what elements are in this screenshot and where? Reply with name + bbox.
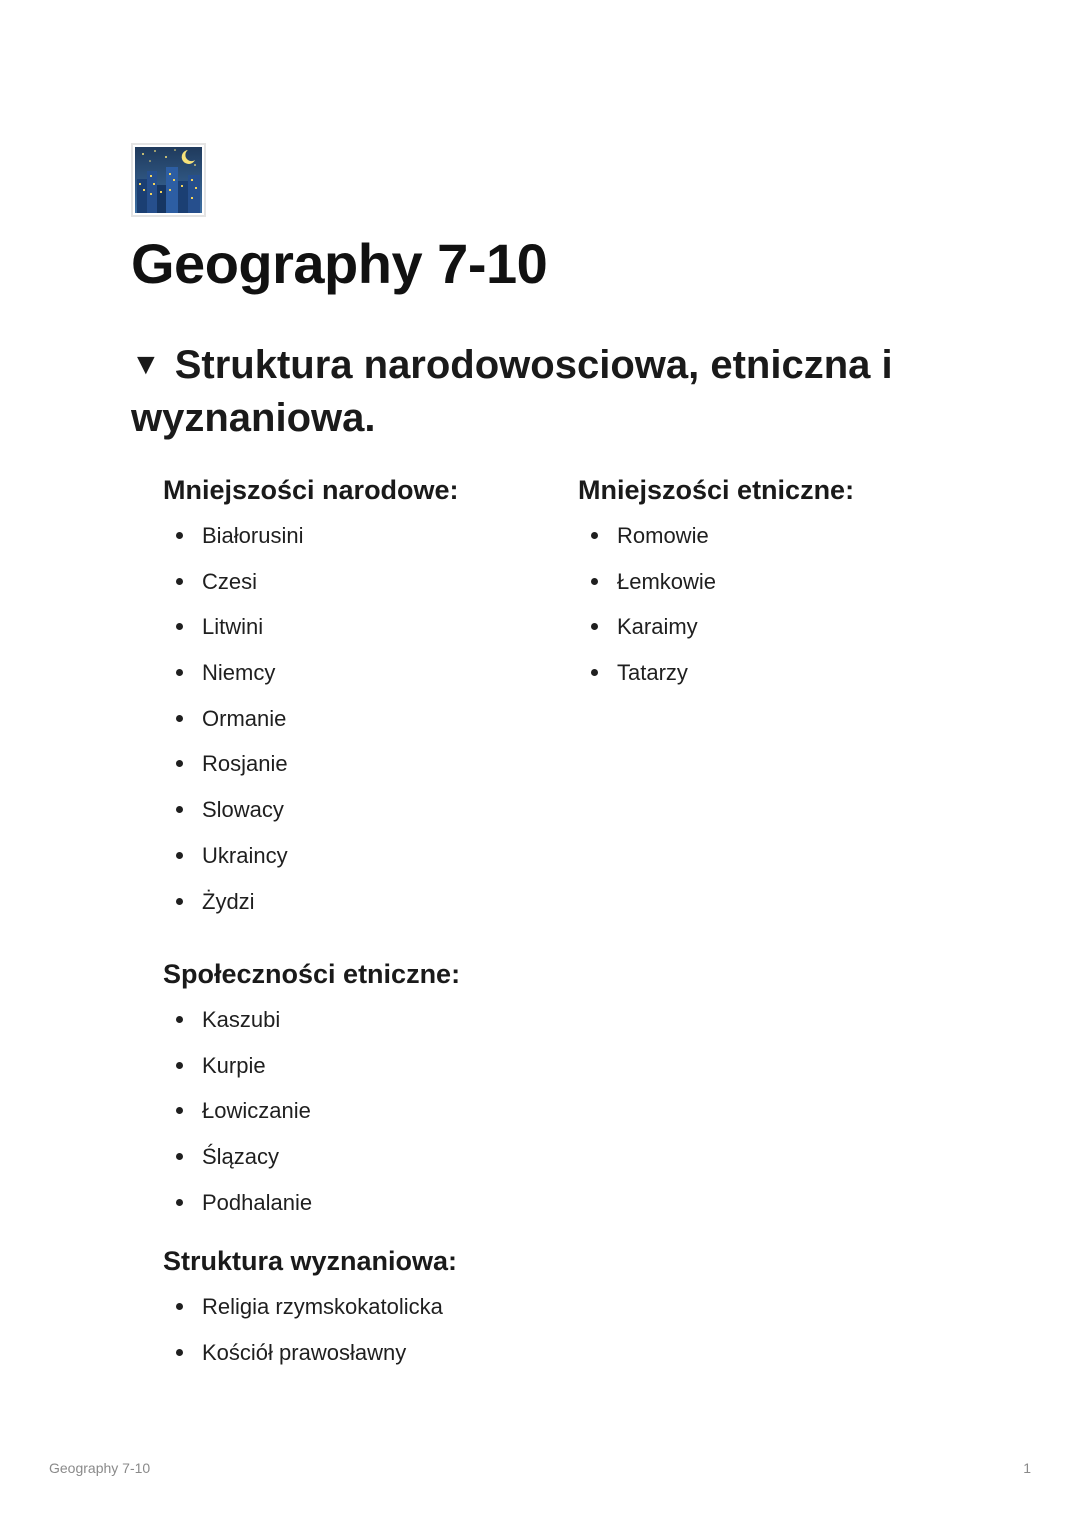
- list-item: Tatarzy: [578, 650, 854, 696]
- list-item: Białorusini: [163, 513, 459, 559]
- bullet-icon: [176, 532, 183, 539]
- bullet-list: [163, 513, 459, 924]
- bullet-icon: [591, 623, 598, 630]
- page-title: Geography 7-10: [131, 232, 548, 295]
- list-item: Religia rzymskokatolicka: [163, 1284, 457, 1330]
- bullet-icon: [176, 806, 183, 813]
- list-item: Łemkowie: [578, 559, 854, 605]
- bullet-icon: [176, 760, 183, 767]
- bullet-icon: [176, 1062, 183, 1069]
- list-item: Litwini: [163, 604, 459, 650]
- bullet-icon: [591, 669, 598, 676]
- list-item: Kościół prawosławny: [163, 1330, 457, 1376]
- list-item: Karaimy: [578, 604, 854, 650]
- bullet-icon: [176, 1199, 183, 1206]
- page-number: 1: [1023, 1460, 1031, 1476]
- list-item: Niemcy: [163, 650, 459, 696]
- list-item: Ukraincy: [163, 833, 459, 879]
- section-heading: Mniejszości narodowe:: [163, 475, 459, 505]
- bullet-icon: [591, 532, 598, 539]
- bullet-icon: [176, 1303, 183, 1310]
- list-item: Żydzi: [163, 879, 459, 925]
- section-ethnic-communities: [163, 957, 460, 1225]
- bullet-icon: [176, 669, 183, 676]
- list-item: Łowiczanie: [163, 1088, 460, 1134]
- bullet-list: [163, 997, 460, 1225]
- list-item: Kaszubi: [163, 997, 460, 1043]
- bullet-icon: [176, 578, 183, 585]
- list-item: Romowie: [578, 513, 854, 559]
- bullet-icon: [176, 623, 183, 630]
- section-religious-structure: [163, 1244, 457, 1375]
- list-item: Czesi: [163, 559, 459, 605]
- list-item: Ślązacy: [163, 1134, 460, 1180]
- list-item: Slowacy: [163, 787, 459, 833]
- bullet-icon: [591, 578, 598, 585]
- section-heading: Mniejszości etniczne:: [578, 475, 855, 505]
- section-national-minorities: [163, 473, 459, 924]
- bullet-icon: [176, 852, 183, 859]
- bullet-icon: [176, 1107, 183, 1114]
- bullet-icon: [176, 1016, 183, 1023]
- bullet-list: [578, 513, 854, 696]
- list-item: Kurpie: [163, 1043, 460, 1089]
- bullet-icon: [176, 898, 183, 905]
- night-city-icon: [131, 143, 206, 217]
- list-item: Rosjanie: [163, 741, 459, 787]
- bullet-icon: [176, 715, 183, 722]
- toggle-heading[interactable]: [131, 338, 981, 445]
- footer-title: Geography 7-10: [49, 1460, 151, 1476]
- toggle-arrow-icon[interactable]: ▼: [131, 348, 161, 381]
- bullet-icon: [176, 1349, 183, 1356]
- list-item: Ormanie: [163, 696, 459, 742]
- section-heading: Społeczności etniczne:: [163, 959, 461, 989]
- bullet-list: [163, 1284, 457, 1375]
- bullet-icon: [176, 1153, 183, 1160]
- section-heading: Struktura wyznaniowa:: [163, 1246, 458, 1276]
- toggle-heading-text: Struktura narodowosciowa, etniczna i wyznaniowa.: [131, 343, 893, 440]
- section-ethnic-minorities: [578, 473, 854, 696]
- list-item: Podhalanie: [163, 1180, 460, 1226]
